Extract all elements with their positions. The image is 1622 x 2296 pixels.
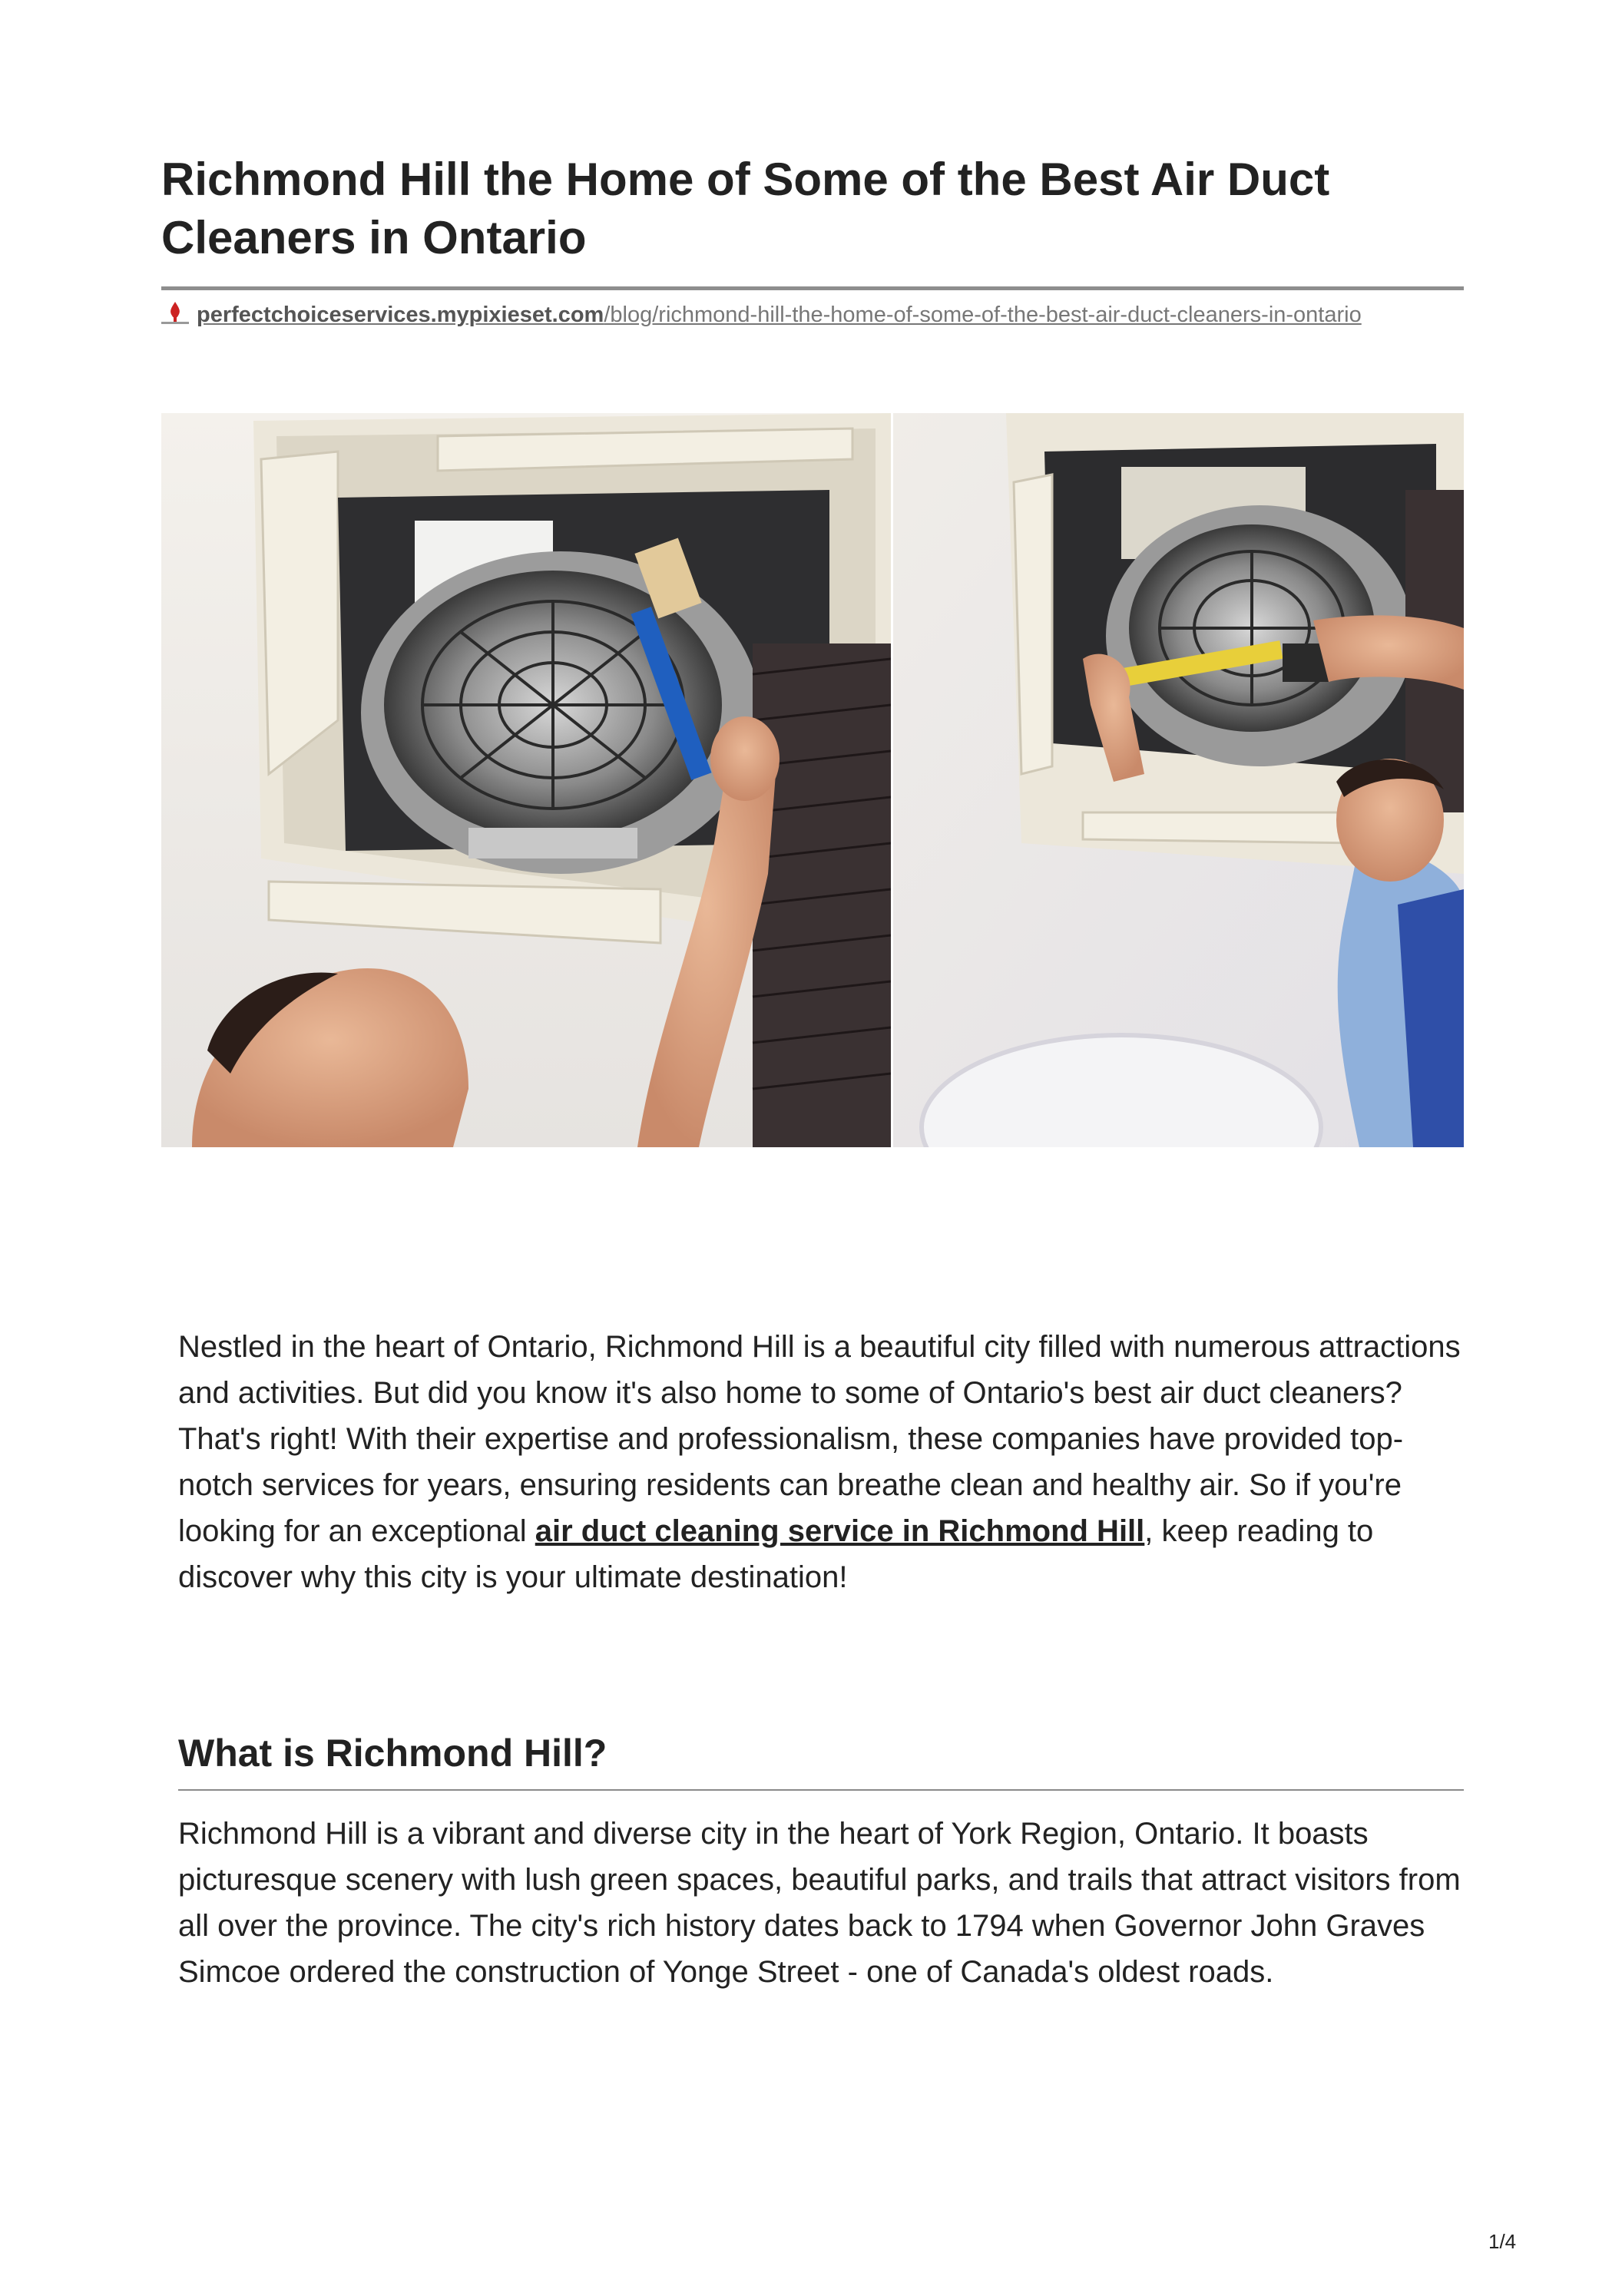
section-paragraph: Richmond Hill is a vibrant and diverse city in the heart of York Region, Ontario. It boasts picturesque scenery with lush green spaces, beautiful parks, and trails that attract visitors from all over the province. The city's rich history dates back to 1794 when Governor John Graves Simcoe ordered the construction of Yonge Street - one of Canada's oldest roads.	[178, 1817, 1461, 1989]
article-title: Richmond Hill the Home of Some of the Best Air Duct Cleaners in Ontario	[161, 154, 1330, 263]
source-url-link[interactable]	[197, 303, 1362, 327]
source-domain: perfectchoiceservices.mypixieset.com	[197, 303, 604, 327]
hero-image	[161, 413, 1464, 1147]
source-path: /blog/richmond-hill-the-home-of-some-of-the-best-air-duct-cleaners-in-ontario	[604, 303, 1362, 327]
intro-text-end: , keep reading to discover why this city is your ultimate destination!	[178, 1514, 1374, 1594]
section-divider	[178, 1789, 1464, 1791]
source-line	[161, 298, 1464, 332]
air-duct-cleaning-link[interactable]: air duct cleaning service in Richmond Hill	[535, 1514, 1145, 1548]
intro-text-start: Nestled in the heart of Ontario, Richmond Hill is a beautiful city filled with numerous attractions and activities. But did you know it's also home to some of Ontario's best air duct cleaners? That's right! With their expertise and professionalism, these companies have provided top-notch services for years, ensuring residents can breathe clean and healthy air. So if you're looking for an exceptional	[178, 1330, 1461, 1548]
intro-paragraph	[178, 1324, 1462, 1600]
page-number: 1/4	[1488, 2230, 1517, 2253]
site-favicon-icon	[161, 299, 189, 326]
title-divider	[161, 286, 1464, 290]
section-heading-what-is-richmond-hill: What is Richmond Hill?	[178, 1732, 607, 1775]
